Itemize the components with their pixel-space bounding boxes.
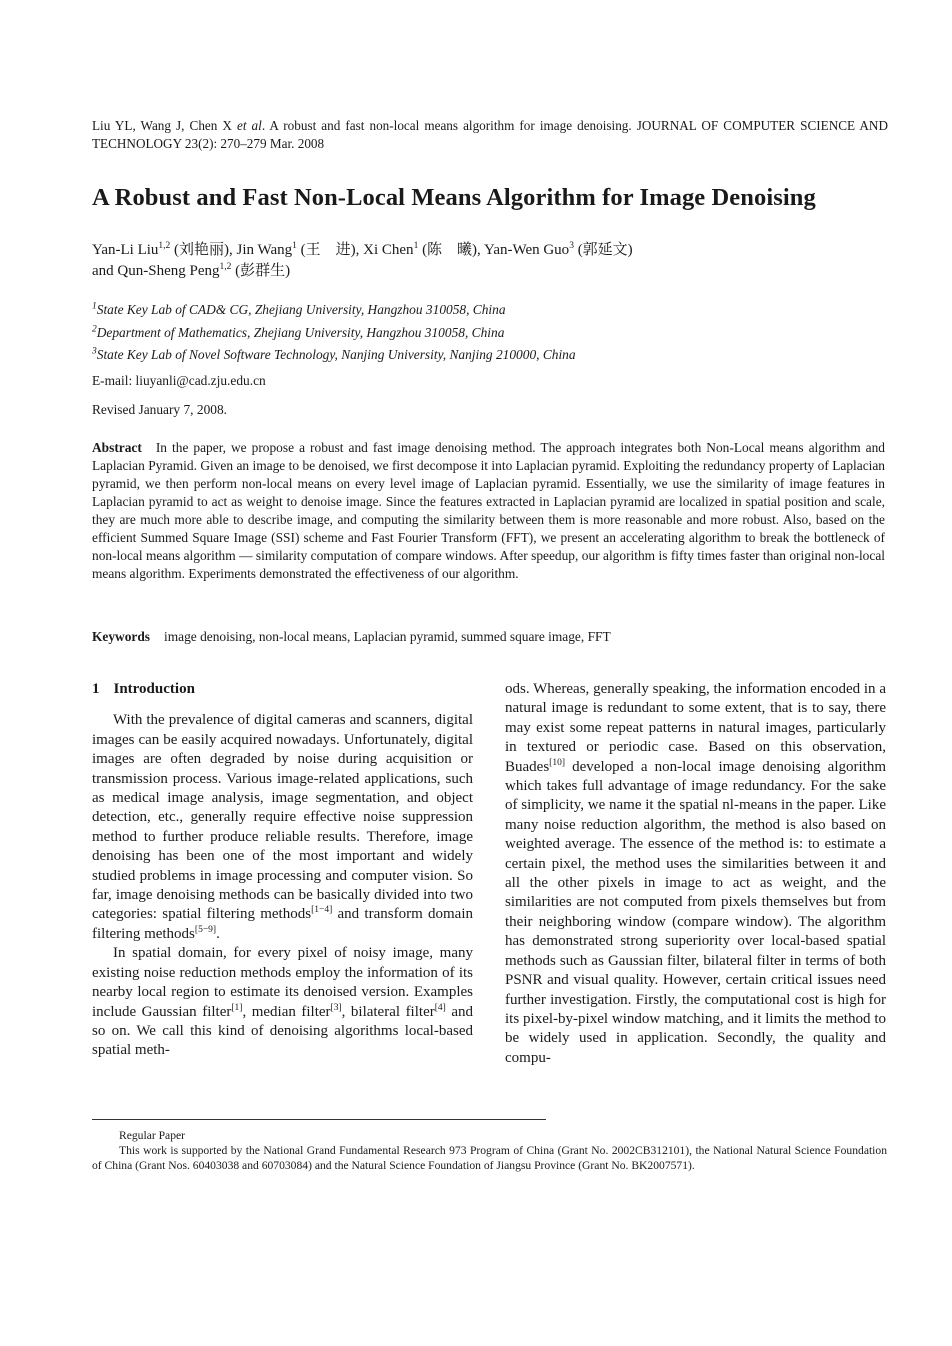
- citation-header: [92, 117, 888, 153]
- paragraph: ods. Whereas, generally speaking, the information encoded in a natural image is redundant to some extent, that is to say, there may exist some repeat patterns in natural images, particularly in textured or periodic case. Based on this observation, Buades[10] developed a non-local image denoising algorithm which takes full advantage of image redundancy. For the sake of simplicity, we name it the spatial nl-means in the paper. Like many noise reduction algorithm, the method is also based on weighted average. The essence of the method is: to estimate a certain pixel, the method uses the similarities between it and all the other pixels in image to act as weight, and the similarities are not computed from pixels themselves but from their neighboring window (compare window). The algorithm has demonstrated strong superiority over local-based spatial methods such as Gaussian filter, bilateral filter in terms of both PSNR and visual quality. However, certain critical issues need further investigation. Firstly, the computational cost is high for its pixel-by-pixel window matching, and it limits the method to be widely used in application. Secondly, the quality and compu-: [505, 681, 887, 1066]
- section-heading: 1 Introduction: [92, 681, 195, 697]
- author-line-1: [92, 240, 872, 261]
- author: Jin Wang$^1$ (王 进),: [236, 241, 364, 258]
- affiliations: [92, 299, 872, 367]
- paragraph: In spatial domain, for every pixel of noisy image, many existing noise reduction methods employ the information of its nearby local region to estimate its denoised version. Examples include Gaussian filter[1], median filter[3], bilateral filter[4] and so on. We call this kind of denoising algorithms local-based spatial meth-: [92, 945, 473, 1059]
- citation-ref: [1−4]: [311, 905, 333, 916]
- keywords: [92, 629, 885, 645]
- author-line-2: and Qun-Sheng Peng$^{1,2}$ (彭群生): [92, 262, 291, 279]
- affiliation: $^3$State Key Lab of Novel Software Technology, Nanjing University, Nanjing 210000, China: [92, 346, 576, 362]
- citation-ref: [5−9]: [194, 924, 217, 935]
- affiliation: $^1$State Key Lab of CAD& CG, Zhejiang University, Hangzhou 310058, China: [92, 301, 506, 317]
- paragraph: With the prevalence of digital cameras and scanners, digital images can be easily acquired nowadays. Unfortunately, digital images are often degraded by noise during acquisition or transmission process. Various image-related applications, such as medical image analysis, image segmentation, and object detection, etc., generally require effective noise suppression method to further produce reliable results. Therefore, image denoising has been one of the most important and widely studied problems in image processing and computer vision. So far, image denoising methods can be basically divided into two categories: spatial filtering methods[1−4] and transform domain filtering methods[5−9].: [92, 712, 473, 942]
- author: Xi Chen$^1$ (陈 曦),: [363, 241, 484, 258]
- citation-ref: [3]: [330, 1002, 342, 1013]
- footnote-rule: [92, 1119, 546, 1120]
- revised-date: Revised January 7, 2008.: [92, 402, 227, 417]
- abstract: [92, 439, 885, 583]
- author: Yan-Wen Guo$^3$ (郭延文): [484, 241, 633, 258]
- citation-ref: [1]: [231, 1002, 243, 1013]
- citation-ref: [10]: [549, 757, 565, 768]
- citation-details: . A robust and fast non-local means algorithm for image denoising. JOURNAL OF COMPUTER SCIENCE AND TECHNOLOGY 23(2): 270–279 Mar. 2008: [92, 118, 888, 151]
- author: Yan-Li Liu$^{1,2}$ (刘艳丽),: [92, 241, 237, 258]
- body-column-left: [92, 680, 473, 1061]
- citation-ref: [4]: [434, 1002, 446, 1013]
- keywords-label: Keywords: [92, 629, 151, 644]
- abstract-label: Abstract: [92, 440, 142, 455]
- funding-note: This work is supported by the National Grand Fundamental Research 973 Program of China (Grant No. 2002CB312101), the National Natural Science Foundation of China (Grant Nos. 60403038 and 60703084) and the Natural Science Foundation of Jiangsu Province (Grant No. BK2007571).: [92, 1144, 887, 1172]
- citation-etal: et al: [236, 118, 262, 133]
- body-column-right: [505, 680, 886, 1068]
- paper-type: Regular Paper: [119, 1129, 185, 1142]
- affiliation: $^2$Department of Mathematics, Zhejiang University, Hangzhou 310058, China: [92, 324, 505, 340]
- contact-email: E-mail: liuyanli@cad.zju.edu.cn: [92, 373, 266, 388]
- abstract-text: In the paper, we propose a robust and fast image denoising method. The approach integrates both Non-Local means algorithm and Laplacian Pyramid. Given an image to be denoised, we first decompose it into Laplacian pyramid. Exploiting the redundancy property of Laplacian pyramid, we then perform non-local means on every level image of Laplacian pyramid. Essentially, we use the similarity of image features in Laplacian pyramid to act as weight to denoise image. Since the features extracted in Laplacian pyramid are localized in spatial position and scale, they are much more able to describe image, and computing the similarity between them is more reasonable and more robust. Also, based on the efficient Summed Square Image (SSI) scheme and Fast Fourier Transform (FFT), we present an accelerating algorithm to break the bottleneck of non-local means algorithm — similarity computation of compare windows. After speedup, our algorithm is fifty times faster than original non-local means algorithm. Experiments demonstrated the effectiveness of our algorithm.: [92, 440, 885, 581]
- paper-title: A Robust and Fast Non-Local Means Algorithm for Image Denoising: [92, 184, 816, 211]
- author-list: [92, 240, 872, 282]
- citation-authors: Liu YL, Wang J, Chen X: [92, 118, 237, 133]
- keywords-text: image denoising, non-local means, Laplacian pyramid, summed square image, FFT: [164, 629, 611, 644]
- footnote: [92, 1128, 887, 1173]
